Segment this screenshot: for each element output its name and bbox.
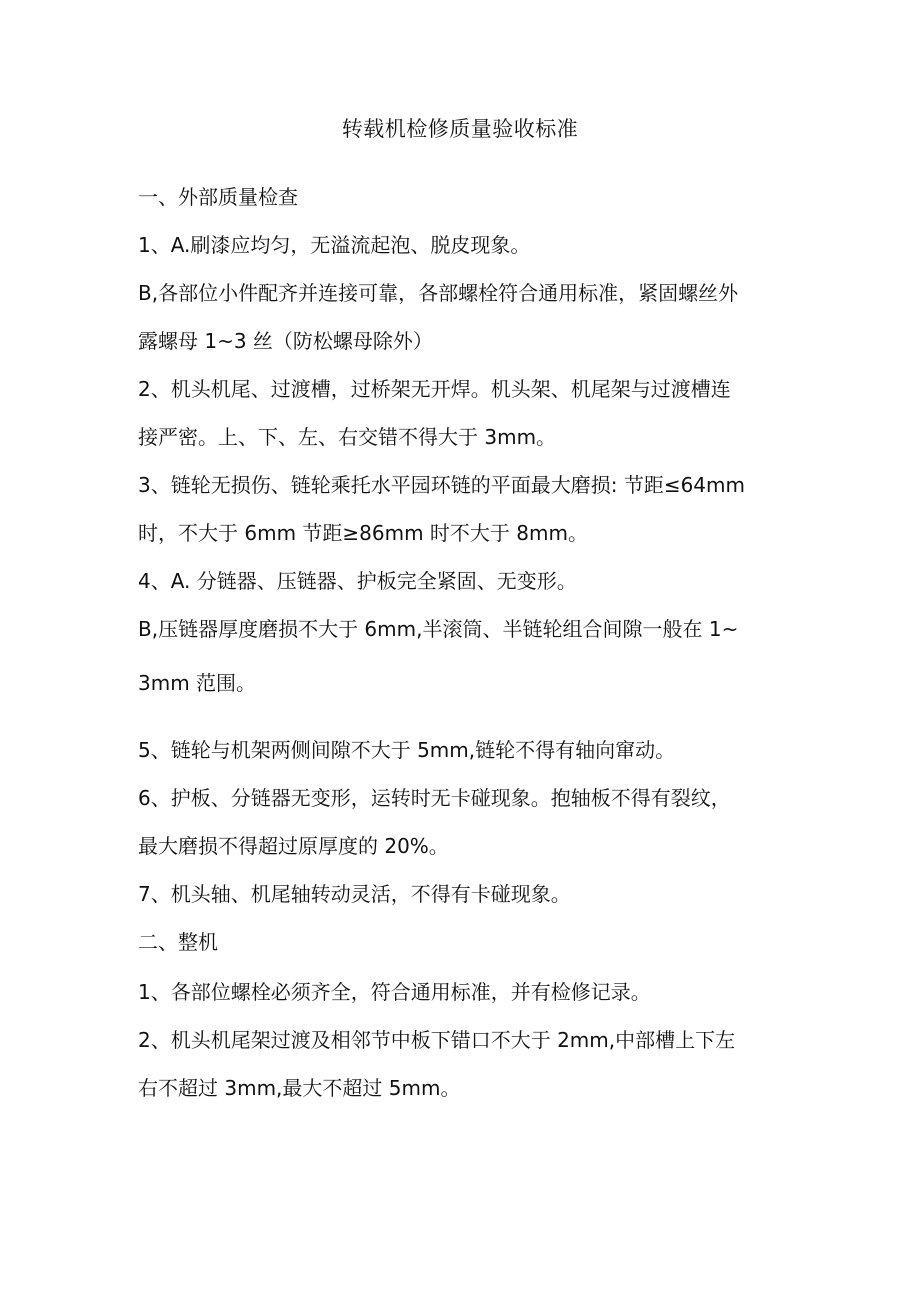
text-line: B,各部位小件配齐并连接可靠，各部螺栓符合通用标准，紧固螺丝外 <box>138 281 739 305</box>
text-line: 接严密。上、下、左、右交错不得大于 3mm。 <box>138 425 557 449</box>
text-line: 2、机头机尾架过渡及相邻节中板下错口不大于 2mm,中部槽上下左 <box>138 1028 736 1052</box>
text-line: 4、A. 分链器、压链器、护板完全紧固、无变形。 <box>138 569 577 593</box>
section-heading-whole-machine: 二、整机 <box>138 930 218 954</box>
text-line: 5、链轮与机架两侧间隙不大于 5mm,链轮不得有轴向窜动。 <box>138 738 676 762</box>
text-line: 2、机头机尾、过渡槽，过桥架无开焊。机头架、机尾架与过渡槽连 <box>138 377 731 401</box>
text-line: 6、护板、分链器无变形，运转时无卡碰现象。抱轴板不得有裂纹， <box>138 786 731 810</box>
text-line: 1、A.刷漆应均匀，无溢流起泡、脱皮现象。 <box>138 233 531 257</box>
text-line: 3mm 范围。 <box>138 671 257 695</box>
text-line: 露螺母 1~3 丝（防松螺母除外） <box>138 329 433 353</box>
section-heading-exterior: 一、外部质量检查 <box>138 185 298 209</box>
text-line: 时，不大于 6mm 节距≥86mm 时不大于 8mm。 <box>138 521 588 545</box>
text-line: B,压链器厚度磨损不大于 6mm,半滚筒、半链轮组合间隙一般在 1~ <box>138 617 739 641</box>
text-line: 1、各部位螺栓必须齐全，符合通用标准，并有检修记录。 <box>138 980 651 1004</box>
text-line: 右不超过 3mm,最大不超过 5mm。 <box>138 1076 461 1100</box>
text-line: 7、机头轴、机尾轴转动灵活，不得有卡碰现象。 <box>138 882 571 906</box>
document-title: 转载机检修质量验收标准 <box>341 117 579 141</box>
text-line: 最大磨损不得超过原厚度的 20%。 <box>138 834 449 858</box>
text-line: 3、链轮无损伤、链轮乘托水平园环链的平面最大磨损: 节距≤64mm <box>138 473 745 497</box>
